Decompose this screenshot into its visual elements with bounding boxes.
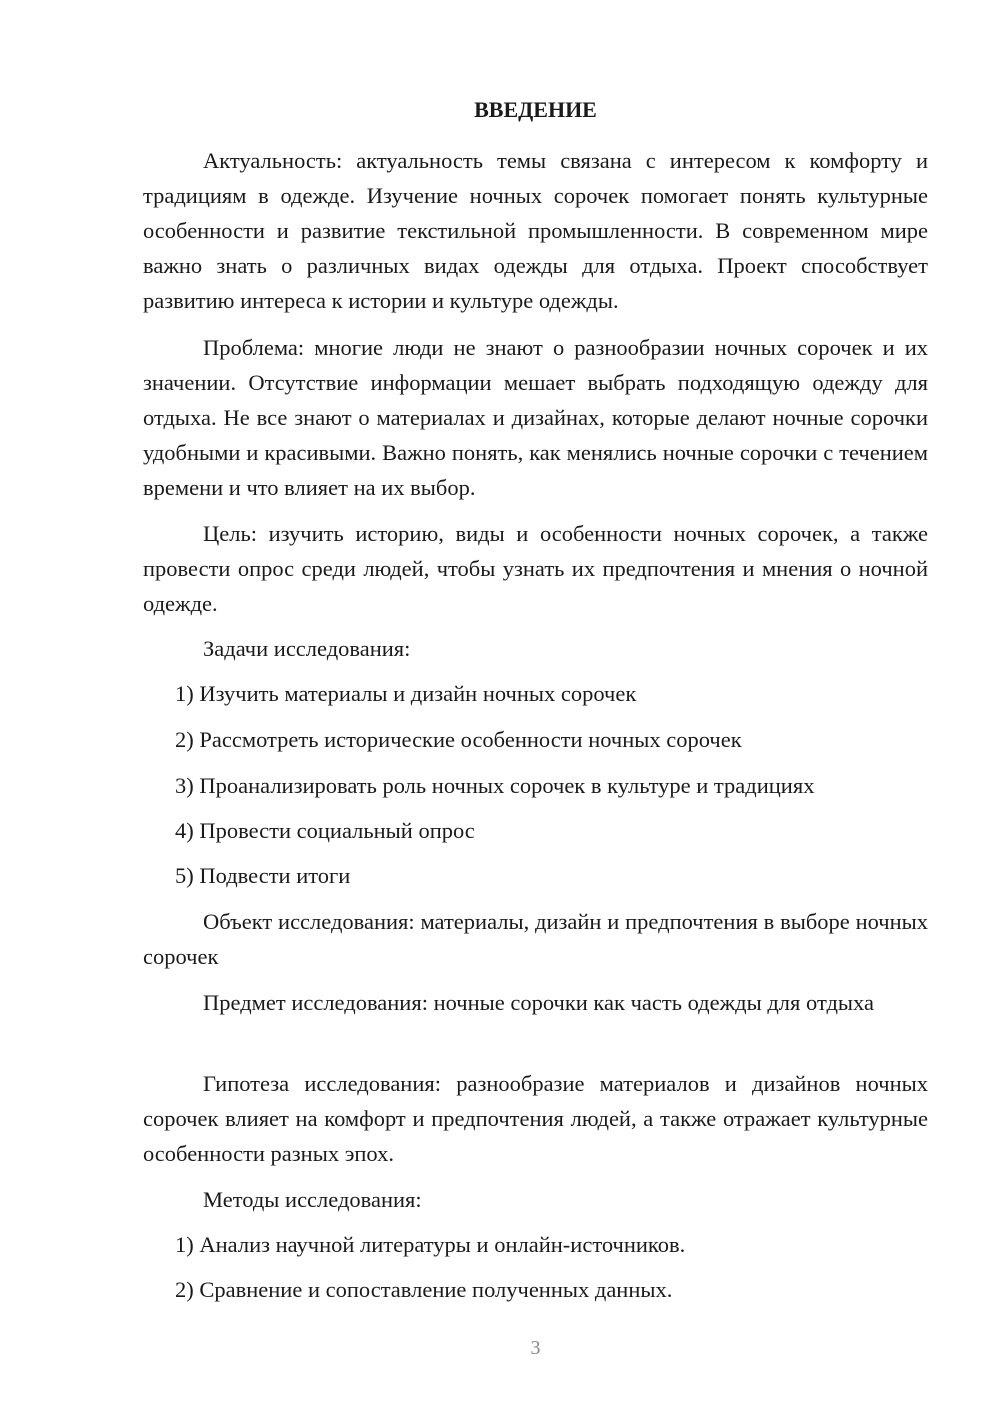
task-item-3: 3) Проанализировать роль ночных сорочек в культуре и традициях	[175, 773, 815, 798]
task-item-5: 5) Подвести итоги	[175, 863, 351, 888]
tasks-label: Задачи исследования:	[203, 636, 411, 661]
hypothesis-paragraph: Гипотеза исследования: разнообразие материалов и дизайнов ночных сорочек влияет на комфорт и предпочтения людей, а также отражает культурные особенности разных эпох.	[143, 1071, 928, 1166]
task-item-1: 1) Изучить материалы и дизайн ночных сорочек	[175, 681, 637, 706]
goal-paragraph: Цель: изучить историю, виды и особенности ночных сорочек, а также провести опрос среди людей, чтобы узнать их предпочтения и мнения о ночной одежде.	[143, 521, 928, 616]
method-item-2: 2) Сравнение и сопоставление полученных данных.	[175, 1277, 673, 1302]
task-item-2: 2) Рассмотреть исторические особенности ночных сорочек	[175, 727, 742, 752]
page-number: 3	[530, 1337, 541, 1359]
document-page	[143, 0, 928, 1414]
relevance-paragraph: Актуальность: актуальность темы связана с интересом к комфорту и традициям в одежде. Изучение ночных сорочек помогает понять культурные особенности и развитие текстильной промышленности. В современном мире важно знать о различных видах одежды для отдыха. Проект способствует развитию интереса к истории и культуре одежды.	[143, 148, 928, 313]
methods-label: Методы исследования:	[203, 1187, 422, 1212]
object-paragraph: Объект исследования: материалы, дизайн и предпочтения в выборе ночных сорочек	[143, 909, 928, 969]
method-item-1: 1) Анализ научной литературы и онлайн-источников.	[175, 1232, 686, 1257]
task-item-4: 4) Провести социальный опрос	[175, 818, 475, 843]
problem-paragraph: Проблема: многие люди не знают о разнообразии ночных сорочек и их значении. Отсутствие информации мешает выбрать подходящую одежду для отдыха. Не все знают о материалах и дизайнах, которые делают ночные сорочки удобными и красивыми. Важно понять, как менялись ночные сорочки с течением времени и что влияет на их выбор.	[143, 335, 928, 500]
page-heading: ВВЕДЕНИЕ	[474, 97, 597, 122]
subject-paragraph: Предмет исследования: ночные сорочки как часть одежды для отдыха	[203, 990, 874, 1015]
